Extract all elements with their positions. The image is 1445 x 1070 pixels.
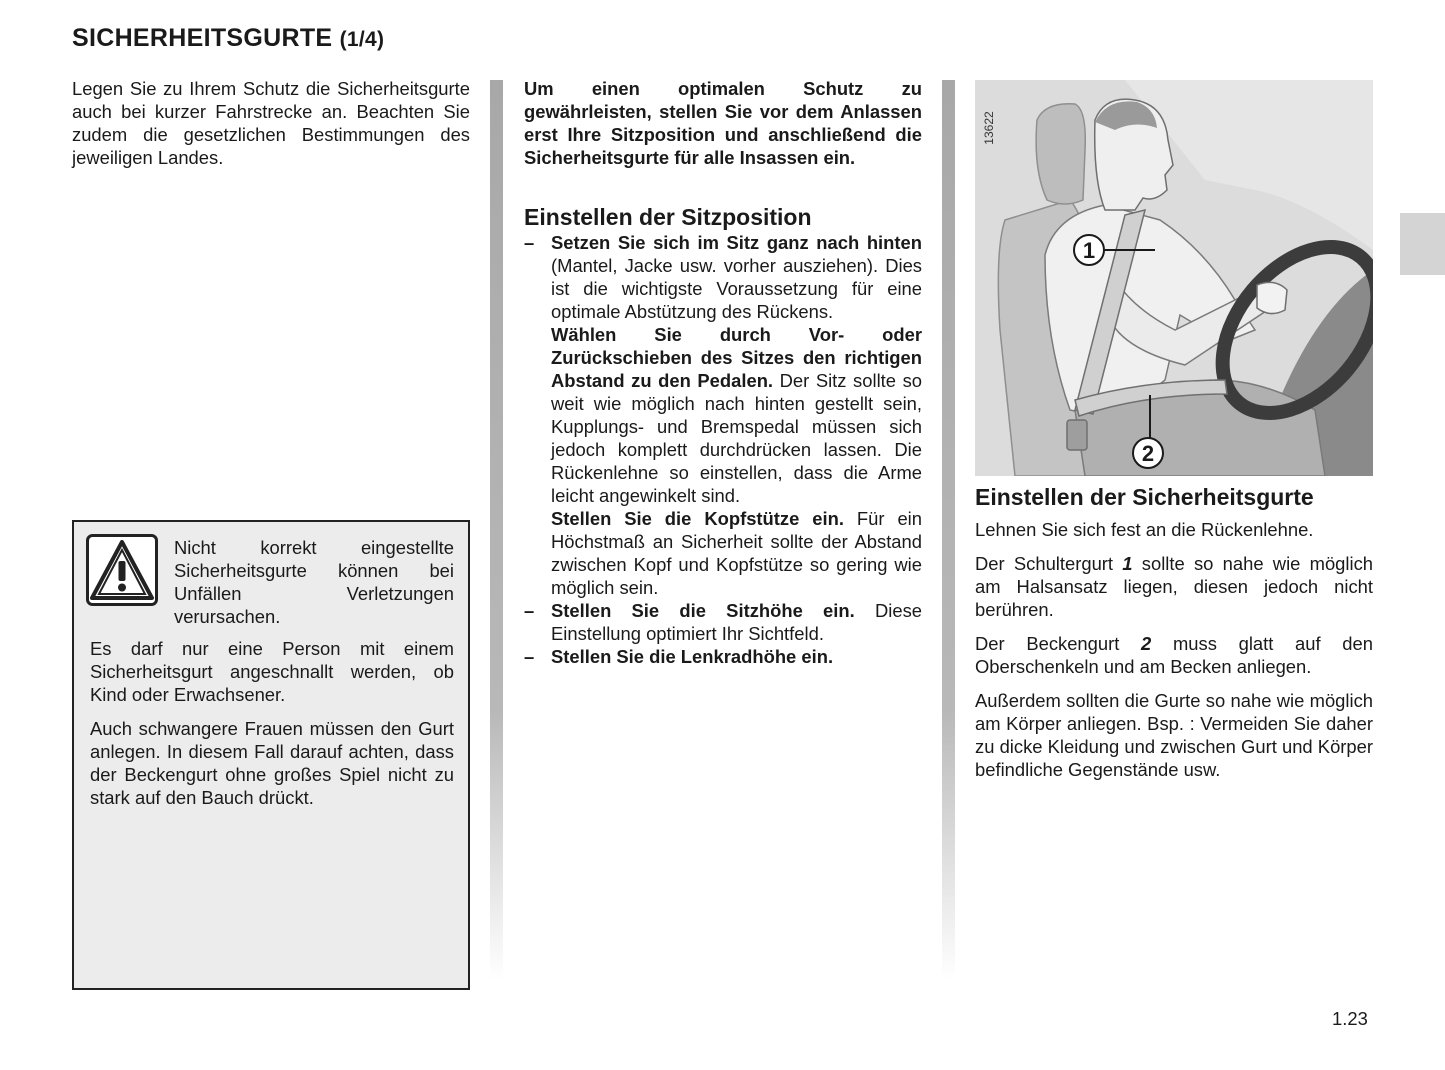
page-title [72, 24, 384, 53]
warning-text-3: Auch schwangere Frauen müssen den Gurt anlegen. In diesem Fall darauf achten, dass der Beckengurt ohne großes Spiel nicht zu stark auf den Bauch drückt. [90, 718, 454, 808]
warning-triangle-icon [86, 534, 158, 606]
belt-paragraph-3-b: muss glatt auf den Oberschenkeln und am Becken anliegen. [975, 633, 1373, 677]
warning-box [72, 520, 470, 990]
belt-number-2: 2 [1141, 633, 1152, 654]
bullet-dash: – [524, 600, 535, 621]
belt-number-1: 1 [1122, 553, 1133, 574]
title-main: SICHERHEITSGURTE [72, 24, 333, 52]
belt-heading: Einstellen der Sicherheitsgurte [975, 484, 1314, 510]
bullet-1-text-2: Der Sitz sollte so weit wie möglich nach hinten gestellt sein, Kupplungs- und Bremspedal müssen sich jedoch komplett durchdrücken lassen. Die Rückenlehne so einstellen, dass die Arme leicht angewinkelt sind. [551, 370, 922, 506]
seat-heading: Einstellen der Sitzposition [524, 204, 812, 230]
belt-paragraph-2-b: sollte so nahe wie möglich am Halsansatz liegen, diesen jedoch nicht berühren. [975, 553, 1374, 620]
belt-paragraph-2 [975, 552, 1373, 621]
seatbelt-illustration [975, 80, 1373, 476]
column-divider-2 [942, 80, 955, 980]
bullet-1-text-3: Für ein Höchstmaß an Sicherheit sollte der Abstand zwischen Kopf und Kopfstütze so gering wie möglich sein. [551, 508, 922, 598]
list-item [524, 231, 922, 599]
belt-paragraph-3-a: Der Beckengurt [975, 633, 1142, 654]
warning-text-2: Es darf nur eine Person mit einem Sicherheitsgurt angeschnallt werden, ob Kind oder Erwachsener. [90, 638, 454, 705]
belt-paragraph-2-a: Der Schultergurt [975, 553, 1123, 574]
bullet-3-bold: Stellen Sie die Lenkradhöhe ein. [551, 646, 834, 667]
title-sub: (1/4) [339, 28, 385, 51]
bullet-dash: – [524, 646, 535, 667]
bullet-1-text: (Mantel, Jacke usw. vorher ausziehen). Dies ist die wichtigste Voraussetzung für eine optimale Abstützung des Rückens. [551, 255, 922, 322]
bullet-1-bold-3: Stellen Sie die Kopfstütze ein. [551, 508, 844, 529]
warning-text-1: Nicht korrekt eingestellte Sicherheitsgurte können bei Unfällen Verletzungen verursachen. [174, 537, 454, 627]
figure-label-1: 1 [1082, 238, 1096, 263]
figure-label-2: 2 [1141, 441, 1155, 466]
belt-paragraph-4: Außerdem sollten die Gurte so nahe wie möglich am Körper anliegen. Bsp. : Vermeiden Sie daher zu dicke Kleidung und zwischen Gurt und Körper befindliche Gegenstände usw. [975, 690, 1373, 780]
bullet-2-text: Diese Einstellung optimiert Ihr Sichtfeld. [551, 600, 922, 644]
bullet-2-bold: Stellen Sie die Sitzhöhe ein. [551, 600, 855, 621]
bullet-1-bold-2: Wählen Sie durch Vor- oder Zurückschieben des Sitzes den richtigen Abstand zu den Pedalen. [551, 324, 922, 391]
page-number: 1.23 [1332, 1008, 1368, 1029]
bullet-dash: – [524, 232, 535, 253]
column-1 [72, 77, 470, 169]
belt-paragraph-1: Lehnen Sie sich fest an die Rückenlehne. [975, 519, 1314, 540]
driver-illustration [975, 80, 1373, 476]
section-tab [1400, 213, 1445, 275]
column-2 [524, 77, 922, 668]
bullet-1-bold: Setzen Sie sich im Sitz ganz nach hinten [551, 232, 922, 253]
intro-text: Legen Sie zu Ihrem Schutz die Sicherheitsgurte auch bei kurzer Fahrstrecke an. Beachten Sie zudem die gesetzlichen Bestimmungen des jeweiligen Landes. [72, 78, 470, 168]
seat-intro: Um einen optimalen Schutz zu gewährleisten, stellen Sie vor dem Anlassen erst Ihre Sitzposition und anschließend die Sicherheitsgurte für alle Insassen ein. [524, 78, 922, 168]
column-3 [975, 481, 1373, 781]
column-divider-1 [490, 80, 503, 980]
list-item [524, 599, 922, 645]
figure-code: 13622 [982, 111, 996, 145]
list-item [524, 645, 922, 668]
belt-paragraph-3 [975, 632, 1373, 678]
